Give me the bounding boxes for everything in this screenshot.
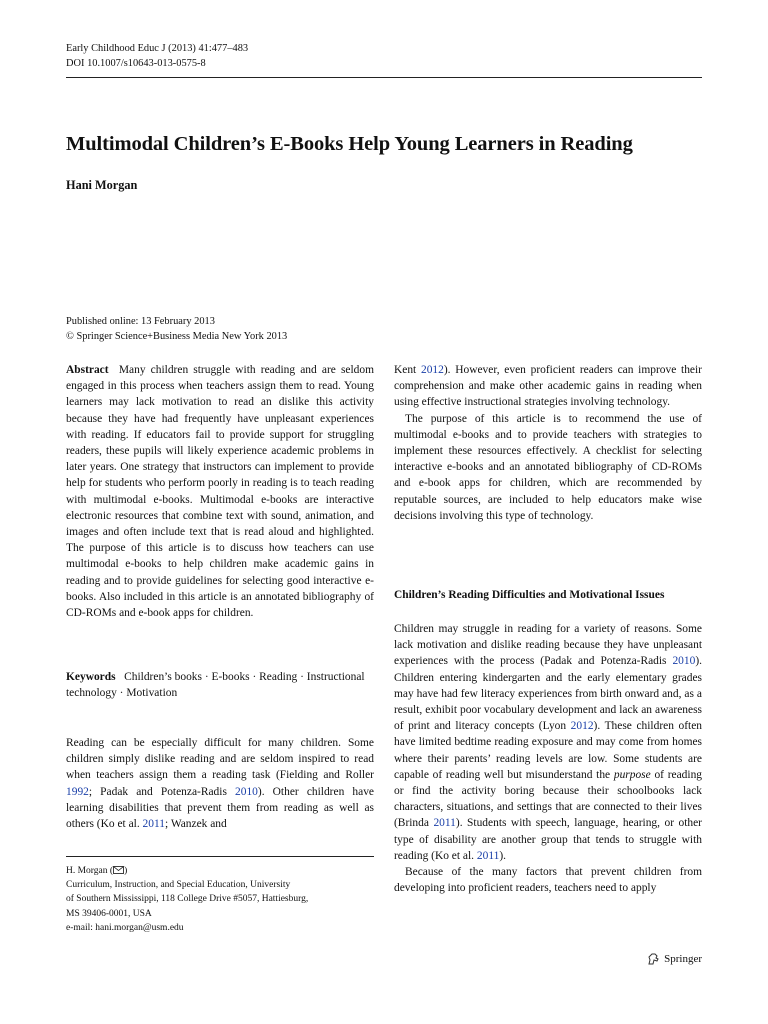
text-span: Kent xyxy=(394,364,421,376)
copyright: © Springer Science+Business Media New York 2013 xyxy=(66,331,288,342)
paragraph: Because of the many factors that prevent children from developing into proficient readers, teachers need to apply xyxy=(394,866,702,895)
author-name: H. Morgan ( xyxy=(66,866,114,876)
citation-link[interactable]: 2011 xyxy=(142,818,165,831)
keywords-label: Keywords xyxy=(66,671,116,683)
publisher-name: Springer xyxy=(664,953,702,965)
text-span: ). xyxy=(499,849,507,862)
text-span: ). However, even proficient readers can improve their comprehension and make other academic gains in reading when using effective instructional strategies involving technology. xyxy=(394,364,702,409)
journal-citation: Early Childhood Educ J (2013) 41:477–483 xyxy=(66,43,249,54)
keywords xyxy=(66,669,374,701)
citation-link[interactable]: 1992 xyxy=(66,785,89,798)
section-body xyxy=(394,621,702,896)
text-span: ; Wanzek and xyxy=(165,818,227,831)
abstract-label: Abstract xyxy=(66,364,109,376)
doi[interactable]: DOI 10.1007/s10643-013-0575-8 xyxy=(66,58,206,69)
citation-link[interactable]: 2011 xyxy=(433,817,456,830)
text-span: Reading can be especially difficult for many children. Some children simply dislike reading and are seldom inspired to read when teachers assign them a reading task (Fielding and Roller xyxy=(66,737,374,782)
keywords-text: Children’s books · E-books · Reading · Instructional technology · Motivation xyxy=(66,671,365,700)
abstract xyxy=(66,362,374,621)
text-span: ; Padak and Potenza-Radis xyxy=(88,785,236,798)
springer-horse-icon xyxy=(646,952,660,966)
author-email[interactable]: e-mail: hani.morgan@usm.edu xyxy=(66,922,184,933)
author-affiliation xyxy=(66,864,308,935)
text-span: ). These children often have limited bedtime reading exposure and may come from homes where their parents’ reading levels are low. Some students are capable of reading well but misunderstand the xyxy=(394,720,702,781)
abstract-text: Many children struggle with reading and are seldom engaged in this process when teachers assign them to read. Young learners may lack motivation to read an dislike this activity because they have had frequently have unpleasant experiences with reading. If educators fail to provide support for struggling readers, these pupils will likely experience academic problems in later years. One strategy that instructors can implement to provide help for students who perform poorly in reading is to teach reading with multimodal e-books. Multimodal e-books are interactive electronic resources that combine text with sound, animation, and images and often include text that is read aloud and highlighted. The purpose of this article is to discuss how teachers can use multimodal e-books to help children make academic gains in reading and to provide guidelines for selecting good interactive e-books. Also included in this article is an annotated bibliography of CD-ROMs and e-book apps for children. xyxy=(66,364,375,620)
text-span: Children may struggle in reading for a variety of reasons. Some lack motivation and dislike reading because they have unpleasant experiences with the process (Padak and Potenza-Radis xyxy=(394,623,702,668)
citation-link[interactable]: 2012 xyxy=(570,720,594,733)
emphasis: purpose xyxy=(613,768,651,781)
section-heading: Children’s Reading Difficulties and Motivational Issues xyxy=(394,589,665,601)
citation-link[interactable]: 2012 xyxy=(420,364,444,376)
text-span: of reading or find the activity boring because their schoolbooks lack characters, situations, and settings that are connected to their lives (Brinda xyxy=(394,768,703,830)
text-span: ) xyxy=(124,866,128,876)
intro-paragraph xyxy=(66,735,374,832)
text-span: ). Other children have learning disabilities that prevent them from reading as well as others (Ko et al. xyxy=(66,785,374,831)
affiliation-line: of Southern Mississippi, 118 College Drive #5057, Hattiesburg, xyxy=(66,894,309,905)
purpose-paragraph: The purpose of this article is to recommend the use of multimodal e-books and to provide teachers with strategies to implement these resources effectively. A checklist for selecting interactive e-books and an annotated bibliography of CD-ROMs and e-book apps for children, which are recommended by reputable sources, are included to help educators make wise decisions involving this type of technology. xyxy=(394,412,702,522)
article-title: Multimodal Children’s E-Books Help Young Learners in Reading xyxy=(66,133,633,155)
citation-link[interactable]: 2010 xyxy=(672,655,696,668)
affiliation-line: Curriculum, Instruction, and Special Education, University xyxy=(66,880,291,891)
text-span: ). Children entering kindergarten and the early elementary grades may have had few literacy experiences from birth onward and, as a result, exhibit poor vocabulary development and lack an awareness of print and literacy concepts (Lyon xyxy=(394,655,702,733)
header-divider xyxy=(66,77,702,78)
article-author: Hani Morgan xyxy=(66,178,138,192)
citation-link[interactable]: 2010 xyxy=(235,785,258,798)
affiliation-line: MS 39406-0001, USA xyxy=(66,908,152,919)
text-span: ). Students with speech, language, hearing, or other type of disability are another group that tends to struggle with reading (Ko et al. xyxy=(394,817,702,862)
right-column-top xyxy=(394,362,702,524)
envelope-icon[interactable] xyxy=(113,866,124,874)
footnote-divider xyxy=(66,856,374,857)
published-date: Published online: 13 February 2013 xyxy=(66,316,215,327)
publisher-logo xyxy=(646,952,702,966)
citation-link[interactable]: 2011 xyxy=(476,849,500,862)
publication-info xyxy=(66,314,287,344)
